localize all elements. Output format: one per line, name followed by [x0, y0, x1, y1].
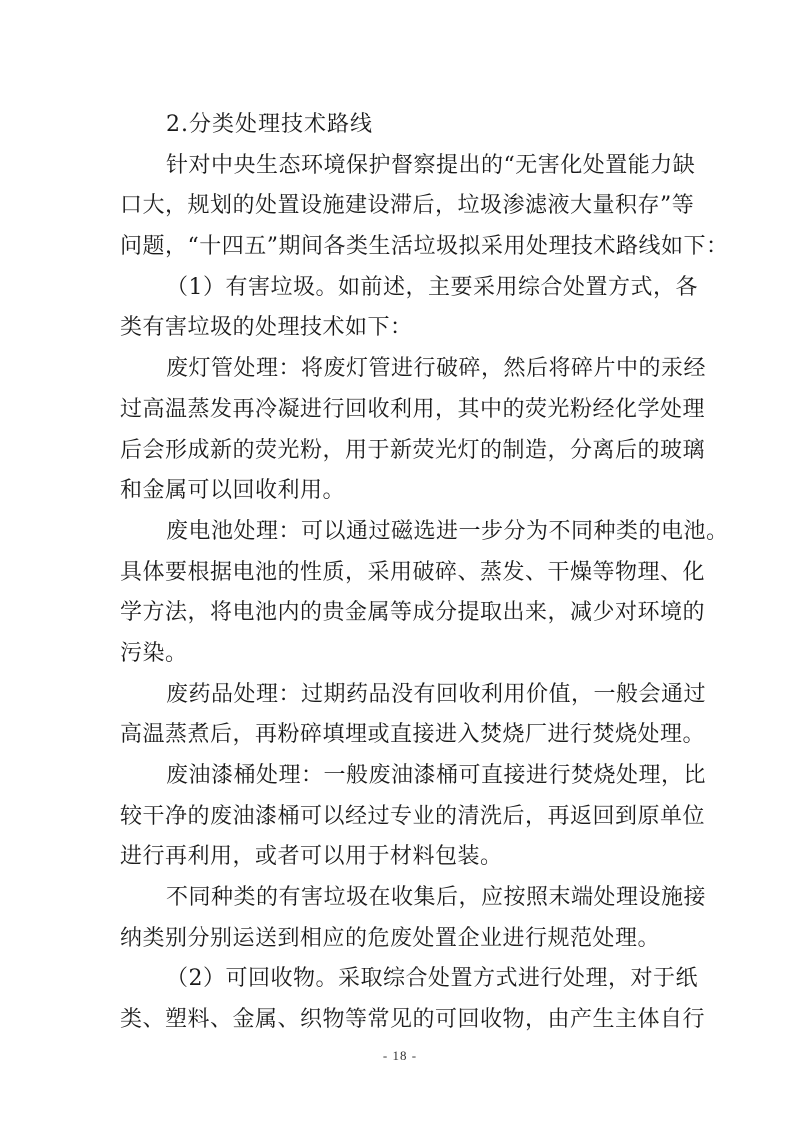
document-body [120, 105, 729, 1041]
text-line: 口大，规划的处置设施建设滞后，垃圾渗滤液大量积存”等 [120, 193, 695, 219]
text-line: 废药品处理：过期药品没有回收利用价值，一般会通过 [166, 681, 707, 707]
text-line: 废电池处理：可以通过磁选进一步分为不同种类的电池。 [166, 518, 729, 544]
text-line: 后会形成新的荧光粉，用于新荧光灯的制造，分离后的玻璃 [120, 437, 706, 463]
text-line: 进行再利用，或者可以用于材料包装。 [120, 844, 503, 870]
paragraph [120, 349, 707, 512]
text-line: 类有害垃圾的处理技术如下： [120, 315, 413, 341]
text-line: （1）有害垃圾。如前述，主要采用综合处置方式，各 [166, 274, 698, 300]
paragraph [120, 756, 707, 878]
paragraph [120, 268, 698, 349]
text-line: 针对中央生态环境保护督察提出的“无害化处置能力缺 [166, 152, 696, 178]
text-line: 和金属可以回收利用。 [120, 478, 346, 504]
text-line: 具体要根据电池的性质，采用破碎、蒸发、干燥等物理、化 [120, 559, 706, 585]
text-line: 高温蒸煮后，再粉碎填埋或直接进入焚烧厂进行焚烧处理。 [120, 722, 706, 748]
text-line: 过高温蒸发再冷凝进行回收利用，其中的荧光粉经化学处理 [120, 396, 706, 422]
paragraph [120, 512, 729, 675]
text-line: 学方法，将电池内的贵金属等成分提取出来，减少对环境的 [120, 600, 706, 626]
paragraph [120, 675, 707, 756]
section-heading: 2.分类处理技术路线 [166, 112, 373, 137]
text-line: 问题，“十四五”期间各类生活垃圾拟采用处理技术路线如下： [120, 234, 729, 260]
text-line: 不同种类的有害垃圾在收集后，应按照末端处理设施接 [166, 885, 707, 911]
text-line: （2）可回收物。采取综合处置方式进行处理，对于纸 [166, 966, 698, 992]
text-line: 废油漆桶处理：一般废油漆桶可直接进行焚烧处理，比 [166, 763, 707, 788]
paragraph [120, 146, 729, 268]
paragraph [120, 878, 707, 959]
text-line: 纳类别分别运送到相应的危废处置企业进行规范处理。 [120, 925, 661, 951]
text-line: 较干净的废油漆桶可以经过专业的清洗后，再返回到原单位 [120, 803, 706, 829]
paragraph [120, 959, 706, 1040]
text-line: 类、塑料、金属、织物等常见的可回收物，由产生主体自行 [120, 1007, 706, 1033]
page-number: - 18 - [382, 1048, 418, 1063]
text-line: 污染。 [120, 640, 188, 666]
text-line: 废灯管处理：将废灯管进行破碎，然后将碎片中的汞经 [166, 356, 707, 382]
